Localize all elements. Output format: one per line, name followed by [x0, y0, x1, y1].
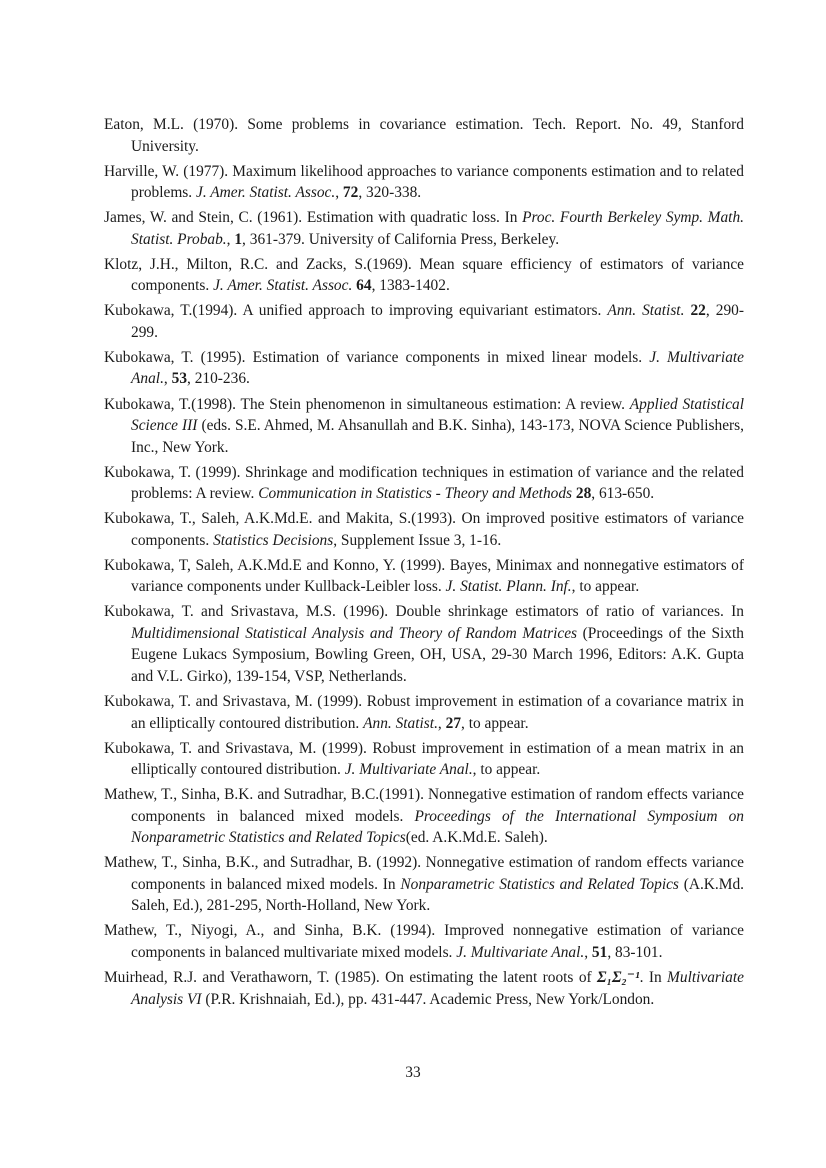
reference-text: Kubokawa, T., Saleh, A.K.Md.E. and Makita, S.(1993). On improved positive estimators of variance components.	[104, 510, 744, 549]
reference-text: 64	[356, 277, 372, 295]
reference-entry	[104, 555, 744, 598]
reference-entry	[104, 207, 744, 250]
reference-text: Mathew, T., Niyogi, A., and Sinha, B.K. (1994). Improved nonnegative estimation of variance components in balanced multivariate mixed models.	[104, 922, 744, 961]
reference-text: Kubokawa, T. and Srivastava, M. (1999). Robust improvement in estimation of a mean matrix in an elliptically contoured distribution.	[104, 739, 744, 779]
reference-text: ,	[437, 714, 446, 732]
reference-entry	[104, 300, 744, 343]
reference-text: Kubokawa, T. (1995). Estimation of variance components in mixed linear models.	[104, 348, 650, 366]
reference-text: 27	[445, 714, 462, 732]
reference-text: ,	[584, 943, 592, 961]
reference-text: (Proceedings of the Sixth Eugene Lukacs Symposium, Bowling Green, OH, USA, 29-30 March 1996, Editors: A.K. Gupta and V.L. Girko), 139-154, VSP, Netherlands.	[131, 624, 744, 685]
reference-text: 51	[591, 943, 608, 961]
reference-entry	[104, 852, 744, 917]
reference-text: (P.R. Krishnaiah, Ed.), pp. 431-447. Academic Press, New York/London.	[201, 990, 655, 1008]
reference-text: (ed. A.K.Md.E. Saleh).	[405, 829, 548, 847]
reference-text: J. Multivariate Anal.	[131, 348, 744, 388]
reference-text: Proc. Fourth Berkeley Symp. Math. Statist. Probab.	[131, 209, 744, 248]
reference-text: J. Amer. Statist. Assoc.	[213, 277, 353, 295]
reference-text: , to appear.	[472, 761, 541, 779]
reference-text: Σ₁Σ₂⁻¹	[597, 969, 640, 986]
reference-entry	[104, 508, 744, 551]
reference-text: (A.K.Md. Saleh, Ed.), 281-295, North-Holland, New York.	[131, 875, 744, 915]
reference-text: Kubokawa, T.(1998). The Stein phenomenon in simultaneous estimation: A review.	[104, 395, 630, 413]
reference-text: Communication in Statistics - Theory and Methods	[258, 485, 573, 503]
reference-text: J. Multivariate Anal.	[456, 943, 585, 961]
reference-entry	[104, 601, 744, 687]
reference-text: Kubokawa, T.(1994). A unified approach to improving equivariant estimators.	[104, 302, 608, 320]
reference-text: 1	[234, 230, 243, 248]
reference-text: , 1383-1402.	[371, 277, 450, 295]
reference-entry	[104, 161, 744, 204]
reference-text: , 210-236.	[187, 370, 250, 388]
reference-text: Multidimensional Statistical Analysis and Theory of Random Matrices	[131, 624, 578, 642]
reference-text: Eaton, M.L. (1970). Some problems in covariance estimation. Tech. Report. No. 49, Stanford University.	[104, 116, 744, 155]
reference-text: Ann. Statist.	[607, 302, 685, 320]
reference-text: 72	[342, 184, 359, 202]
reference-entry	[104, 738, 744, 781]
reference-text: (eds. S.E. Ahmed, M. Ahsanullah and B.K. Sinha), 143-173, NOVA Science Publishers, Inc., New York.	[131, 417, 744, 456]
reference-text: Applied Statistical Science III	[131, 395, 745, 435]
reference-text: Muirhead, R.J. and Verathaworn, T. (1985). On estimating the latent roots of	[104, 969, 598, 986]
reference-text: Statistics Decisions	[213, 531, 334, 549]
reference-text: , Supplement Issue 3, 1-16.	[333, 531, 502, 549]
reference-text: ,	[335, 184, 343, 202]
reference-text: Klotz, J.H., Milton, R.C. and Zacks, S.(1969). Mean square efficiency of estimators of variance components.	[104, 255, 744, 295]
reference-text: , 83-101.	[607, 943, 663, 961]
reference-text: Harville, W. (1977). Maximum likelihood approaches to variance components estimation and to related problems.	[104, 162, 744, 202]
reference-text: ,	[163, 370, 172, 388]
reference-text: ,	[226, 230, 235, 248]
reference-entry	[104, 920, 744, 963]
page-number: 33	[405, 1064, 421, 1081]
reference-text: , to appear.	[571, 578, 640, 596]
reference-text: 28	[575, 485, 592, 503]
reference-text: J. Multivariate Anal.	[344, 761, 473, 779]
reference-text: 53	[171, 370, 188, 388]
reference-text: , 361-379. University of California Press, Berkeley.	[242, 230, 560, 248]
reference-text: J. Amer. Statist. Assoc.	[195, 184, 336, 202]
reference-text: Kubokawa, T. (1999). Shrinkage and modification techniques in estimation of variance and the related problems: A review.	[104, 463, 744, 503]
reference-text: , 613-650.	[591, 485, 655, 503]
reference-list	[104, 114, 744, 1014]
reference-entry	[104, 691, 744, 734]
reference-text: Nonparametric Statistics and Related Topics	[400, 875, 679, 893]
reference-entry	[104, 462, 744, 505]
reference-text: Multivariate Analysis VI	[131, 969, 744, 1008]
reference-entry	[104, 254, 744, 297]
reference-entry	[104, 394, 744, 459]
reference-text: Proceedings of the International Symposium on Nonparametric Statistics and Related Topics	[131, 807, 745, 847]
reference-text: , 290-299.	[131, 302, 744, 341]
reference-text: James, W. and Stein, C. (1961). Estimation with quadratic loss. In	[104, 209, 523, 227]
reference-text: J. Statist. Plann. Inf.	[445, 578, 572, 596]
reference-text: Kubokawa, T. and Srivastava, M.S. (1996). Double shrinkage estimators of ratio of variances. In	[104, 603, 744, 621]
reference-text: Kubokawa, T, Saleh, A.K.Md.E and Konno, Y. (1999). Bayes, Minimax and nonnegative estimators of variance components under Kullback-Leibler loss.	[104, 556, 744, 596]
reference-entry	[104, 967, 744, 1010]
reference-entry	[104, 347, 744, 390]
reference-text: . In	[639, 969, 668, 986]
reference-text: 22	[690, 302, 706, 320]
reference-text: , 320-338.	[358, 184, 422, 202]
reference-text: Kubokawa, T. and Srivastava, M. (1999). Robust improvement in estimation of a covariance matrix in an elliptically contoured distribution.	[104, 693, 744, 732]
reference-text: Mathew, T., Sinha, B.K., and Sutradhar, B. (1992). Nonnegative estimation of random effects variance components in balanced mixed models. In	[104, 854, 744, 893]
reference-text: Mathew, T., Sinha, B.K. and Sutradhar, B.C.(1991). Nonnegative estimation of random effects variance components in balanced mixed models.	[104, 786, 744, 825]
reference-text: Ann. Statist.	[363, 714, 438, 732]
reference-entry	[104, 784, 744, 849]
reference-entry	[104, 114, 744, 157]
reference-text: , to appear.	[461, 714, 529, 732]
